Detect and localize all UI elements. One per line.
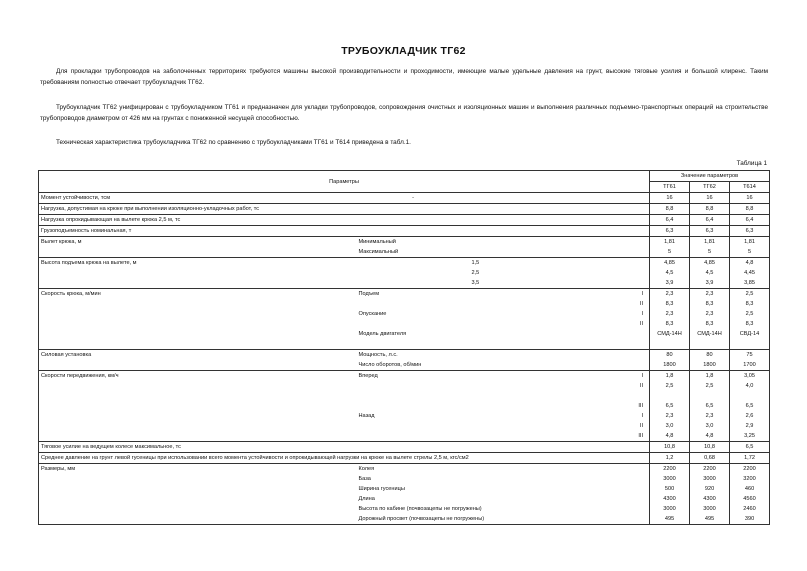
table-row (39, 442, 770, 453)
value-t614: 6,5 (730, 401, 770, 411)
value-t614: 4560 (730, 494, 770, 504)
param-name: Момент устойчивости, тсм (39, 193, 357, 204)
param-name (39, 278, 357, 289)
value-tg61: СМД-14Н (650, 329, 690, 339)
table-row (39, 278, 770, 289)
param-subname (357, 215, 470, 226)
value-t614: 2200 (730, 464, 770, 475)
table-row (39, 268, 770, 278)
intro-paragraph: Для прокладки трубопроводов на заболоченных территориях требуются машины высокой производительности и проходимости, имеющие малые удельные давления на грунт, высокие тяговые усилия и большой клиренс. Таким требованиям полностью отвечает трубоукладчик ТГ62. (40, 68, 768, 86)
param-gear: I (560, 371, 650, 382)
table-row (39, 401, 770, 411)
param-gear (560, 453, 650, 464)
table-row (39, 484, 770, 494)
value-t614: 6,4 (730, 215, 770, 226)
param-subname (357, 431, 470, 442)
value-tg61: 8,3 (650, 299, 690, 309)
value-t614: 8,3 (730, 319, 770, 329)
value-tg62: 1,8 (690, 371, 730, 382)
value-tg62: 6,3 (690, 226, 730, 237)
table-caption: Таблица 1 (736, 160, 767, 167)
table-row (39, 237, 770, 248)
param-gear (560, 204, 650, 215)
value-tg62: 6,4 (690, 215, 730, 226)
param-name (39, 268, 357, 278)
value-tg62: 8,8 (690, 204, 730, 215)
param-gear: II (560, 319, 650, 329)
param-gear (560, 504, 650, 514)
param-name (39, 360, 357, 371)
table-row (39, 247, 770, 258)
param-detail (470, 431, 560, 442)
value-tg61: 3000 (650, 474, 690, 484)
param-subname (357, 204, 470, 215)
value-t614: 2,5 (730, 309, 770, 319)
value-t614 (730, 339, 770, 350)
param-name (39, 504, 357, 514)
value-t614: 6,3 (730, 226, 770, 237)
param-gear (560, 514, 650, 525)
param-name (39, 381, 357, 391)
param-gear: I (560, 289, 650, 300)
param-gear (560, 350, 650, 361)
table-row (39, 360, 770, 371)
param-gear (560, 226, 650, 237)
param-detail (470, 193, 560, 204)
param-subname: Назад (358, 413, 375, 419)
value-tg62: 920 (690, 484, 730, 494)
param-subname (357, 381, 470, 391)
param-subname (357, 278, 470, 289)
header-values: Значение параметров (650, 171, 770, 182)
value-tg61 (650, 391, 690, 401)
value-tg61: 1,2 (650, 453, 690, 464)
value-t614: 2,5 (730, 289, 770, 300)
param-detail (470, 484, 560, 494)
param-subname (357, 391, 470, 401)
param-subname (357, 226, 470, 237)
value-tg61: 4,5 (650, 268, 690, 278)
param-subname (357, 442, 470, 453)
param-subname: Высота по кабине (почвозацепы не погружены) (358, 506, 482, 512)
value-tg61: 3,9 (650, 278, 690, 289)
param-name (39, 514, 357, 525)
value-t614: 8,8 (730, 204, 770, 215)
value-tg61: 10,8 (650, 442, 690, 453)
description-paragraph: Трубоукладчик ТГ62 унифицирован с трубоукладчиком ТГ61 и предназначен для укладки трубопроводов, сопровождения очистных и изоляционных машин и выполнения различных подъемно-транспортных операций на строительстве трубопроводов диаметром от 426 мм на грунтах с пониженной несущей способностью. (40, 104, 768, 122)
table-row (39, 381, 770, 391)
param-detail (470, 237, 560, 248)
param-detail (470, 504, 560, 514)
value-tg61: 2,5 (650, 381, 690, 391)
value-tg61: 3,0 (650, 421, 690, 431)
param-gear (560, 278, 650, 289)
param-subname: Число оборотов, об/мин (358, 362, 422, 368)
table-row (39, 504, 770, 514)
table-row (39, 411, 770, 421)
value-tg61: 8,3 (650, 319, 690, 329)
param-subname (357, 319, 470, 329)
value-tg62: 3000 (690, 504, 730, 514)
value-tg62: 8,3 (690, 319, 730, 329)
param-gear (560, 237, 650, 248)
param-detail: 3,5 (471, 280, 480, 286)
param-name (39, 431, 357, 442)
table-row (39, 350, 770, 361)
value-t614: 5 (730, 247, 770, 258)
param-name (39, 319, 357, 329)
value-tg61: 4,85 (650, 258, 690, 269)
table-row (39, 371, 770, 382)
table-row (39, 464, 770, 475)
table-row (39, 431, 770, 442)
header-col-t614: Т614 (730, 182, 770, 193)
value-tg61: 2,3 (650, 289, 690, 300)
value-tg62: 4300 (690, 494, 730, 504)
value-tg61: 6,5 (650, 401, 690, 411)
param-name (39, 484, 357, 494)
param-detail (470, 421, 560, 431)
param-gear: I (560, 309, 650, 319)
value-tg61 (650, 339, 690, 350)
param-subname (357, 401, 470, 411)
param-name (39, 411, 357, 421)
param-gear (560, 247, 650, 258)
param-name (39, 339, 357, 350)
value-tg62 (690, 391, 730, 401)
param-name (39, 309, 357, 319)
param-subname (357, 421, 470, 431)
value-t614: 3,25 (730, 431, 770, 442)
param-subname: Вперед (357, 371, 470, 382)
param-gear (560, 494, 650, 504)
param-subname: Дорожный просвет (почвозацепы не погружены) (357, 514, 470, 525)
param-detail (470, 442, 560, 453)
param-subname: Ширина гусеницы (358, 486, 405, 492)
header-col-tg62: ТГ62 (690, 182, 730, 193)
param-gear (560, 215, 650, 226)
value-t614: 2460 (730, 504, 770, 514)
value-tg62: 0,68 (690, 453, 730, 464)
param-name: Размеры, мм (39, 464, 357, 475)
param-gear: II (560, 381, 650, 391)
value-tg61: 3000 (650, 504, 690, 514)
param-detail (470, 339, 560, 350)
value-tg62: 2,3 (690, 289, 730, 300)
table-row (39, 319, 770, 329)
param-name: Силовая установка (39, 350, 357, 361)
param-detail (470, 289, 560, 300)
param-gear: III (560, 431, 650, 442)
param-gear (560, 193, 650, 204)
param-subname: Длина (358, 496, 375, 502)
value-tg61: 2,3 (650, 411, 690, 421)
param-name: Скорости передвижения, км/ч (39, 371, 357, 382)
param-subname: Мощность, л.с. (357, 350, 470, 361)
value-t614: 4,8 (730, 258, 770, 269)
table-row (39, 474, 770, 484)
param-gear: III (560, 401, 650, 411)
value-t614: 75 (730, 350, 770, 361)
value-t614: 3200 (730, 474, 770, 484)
value-tg61: 16 (650, 193, 690, 204)
value-tg62: 16 (690, 193, 730, 204)
value-t614: 3,85 (730, 278, 770, 289)
table-reference-paragraph: Техническая характеристика трубоукладчика ТГ62 по сравнению с трубоукладчиками ТГ61 и Т614 приведена в табл.1. (56, 139, 411, 146)
table-row (39, 193, 770, 204)
value-tg61: 6,4 (650, 215, 690, 226)
param-name (39, 247, 357, 258)
param-subname: Подъем (357, 289, 470, 300)
value-tg62: 2,3 (690, 411, 730, 421)
param-gear (560, 464, 650, 475)
table-row (39, 339, 770, 350)
value-tg62: 3,9 (690, 278, 730, 289)
param-subname (357, 268, 470, 278)
value-tg62: 1800 (690, 360, 730, 371)
param-detail (470, 453, 560, 464)
param-gear (560, 442, 650, 453)
param-subname (357, 299, 470, 309)
param-name (39, 391, 357, 401)
param-detail (470, 299, 560, 309)
param-detail (470, 350, 560, 361)
param-detail (470, 371, 560, 382)
value-tg62: 8,3 (690, 299, 730, 309)
param-name: Вылет крюка, м (39, 237, 357, 248)
param-detail (470, 309, 560, 319)
table-row (39, 329, 770, 339)
value-t614: 16 (730, 193, 770, 204)
param-subname: База (358, 476, 371, 482)
param-detail: 2,5 (471, 270, 480, 276)
value-t614: 4,0 (730, 381, 770, 391)
param-name: Среднее давление на грунт левой гусеницы при использовании всего момента устойчивости и опрокидывающей нагрузки на крюке на вылете стрелы 2,5 м, кгс/см2 (39, 453, 357, 464)
value-tg61: 1,8 (650, 371, 690, 382)
param-detail (470, 464, 560, 475)
value-tg61: 1,81 (650, 237, 690, 248)
table-row (39, 391, 770, 401)
table-row (39, 494, 770, 504)
param-detail (470, 494, 560, 504)
value-tg61: 500 (650, 484, 690, 494)
value-tg61: 2,3 (650, 309, 690, 319)
value-tg61: 6,3 (650, 226, 690, 237)
table-row (39, 453, 770, 464)
param-name: Грузоподъемность номинальная, т (39, 226, 357, 237)
value-tg61: 1800 (650, 360, 690, 371)
param-gear (560, 474, 650, 484)
value-tg61: 80 (650, 350, 690, 361)
param-name (39, 474, 357, 484)
param-detail (470, 204, 560, 215)
value-t614: 460 (730, 484, 770, 494)
specifications-body (39, 193, 770, 525)
value-tg62: 4,5 (690, 268, 730, 278)
param-detail (470, 360, 560, 371)
value-tg62 (690, 339, 730, 350)
param-gear: I (560, 411, 650, 421)
param-subname: Колея (357, 464, 470, 475)
param-detail (470, 391, 560, 401)
param-name (39, 494, 357, 504)
param-subname: Максимальный (358, 249, 399, 255)
table-row (39, 289, 770, 300)
value-tg62: 2,3 (690, 309, 730, 319)
param-name (39, 401, 357, 411)
param-name: Нагрузка, допустимая на крюке при выполнении изоляционно-укладочных работ, тс (39, 204, 357, 215)
table-row (39, 299, 770, 309)
table-row (39, 514, 770, 525)
table-row (39, 421, 770, 431)
param-name (39, 299, 357, 309)
value-tg62: 3000 (690, 474, 730, 484)
value-t614: 1700 (730, 360, 770, 371)
param-gear (560, 268, 650, 278)
header-col-tg61: ТГ61 (650, 182, 690, 193)
value-tg61: 8,8 (650, 204, 690, 215)
param-gear (560, 258, 650, 269)
value-t614: 8,3 (730, 299, 770, 309)
param-gear: II (560, 299, 650, 309)
param-gear (560, 391, 650, 401)
param-subname (357, 258, 470, 269)
value-tg62: 2,5 (690, 381, 730, 391)
value-t614: СВД-14 (730, 329, 770, 339)
value-t614: 4,45 (730, 268, 770, 278)
table-row (39, 258, 770, 269)
param-name: Нагрузка опрокидывающая на вылете крюка 2,5 м, тс (39, 215, 357, 226)
table-row (39, 226, 770, 237)
value-t614: 6,5 (730, 442, 770, 453)
value-tg61: 4300 (650, 494, 690, 504)
value-tg62: 4,85 (690, 258, 730, 269)
page-title: ТРУБОУКЛАДЧИК ТГ62 (341, 45, 466, 57)
param-detail (470, 319, 560, 329)
value-tg62: 495 (690, 514, 730, 525)
param-name: Тяговое усилие на ведущем колесе максимальное, тс (39, 442, 357, 453)
param-subname: - (357, 193, 470, 204)
table-row (39, 309, 770, 319)
param-subname: Опускание (358, 311, 387, 317)
value-t614: 2,6 (730, 411, 770, 421)
value-tg62: 2200 (690, 464, 730, 475)
param-subname: Минимальный (357, 237, 470, 248)
param-detail (470, 226, 560, 237)
value-tg62: 10,8 (690, 442, 730, 453)
param-gear (560, 329, 650, 339)
param-gear (560, 484, 650, 494)
param-name: Скорость крюка, м/мин (39, 289, 357, 300)
value-tg62: 6,5 (690, 401, 730, 411)
param-detail: 1,5 (470, 258, 560, 269)
param-detail (470, 215, 560, 226)
param-detail (470, 401, 560, 411)
param-gear (560, 339, 650, 350)
param-gear (560, 360, 650, 371)
value-tg61: 4,8 (650, 431, 690, 442)
value-tg62: 1,81 (690, 237, 730, 248)
value-tg62: 3,0 (690, 421, 730, 431)
param-subname: Модель двигателя (358, 331, 407, 337)
table-row (39, 215, 770, 226)
value-t614: 390 (730, 514, 770, 525)
param-gear: II (560, 421, 650, 431)
param-name (39, 329, 357, 339)
value-t614: 1,81 (730, 237, 770, 248)
value-tg62: 80 (690, 350, 730, 361)
param-detail (470, 329, 560, 339)
param-detail (470, 411, 560, 421)
value-t614: 1,72 (730, 453, 770, 464)
specifications-table (38, 170, 770, 525)
value-t614: 2,9 (730, 421, 770, 431)
param-subname (357, 339, 470, 350)
value-t614: 3,05 (730, 371, 770, 382)
value-t614 (730, 391, 770, 401)
param-name (39, 421, 357, 431)
value-tg61: 495 (650, 514, 690, 525)
param-detail (470, 474, 560, 484)
table-row (39, 204, 770, 215)
header-params: Параметры (39, 171, 650, 193)
value-tg62: СМД-14Н (690, 329, 730, 339)
value-tg61: 5 (650, 247, 690, 258)
value-tg61: 2200 (650, 464, 690, 475)
param-detail (470, 247, 560, 258)
param-name: Высота подъема крюка на вылете, м (39, 258, 357, 269)
param-detail (470, 381, 560, 391)
value-tg62: 4,8 (690, 431, 730, 442)
value-tg62: 5 (690, 247, 730, 258)
